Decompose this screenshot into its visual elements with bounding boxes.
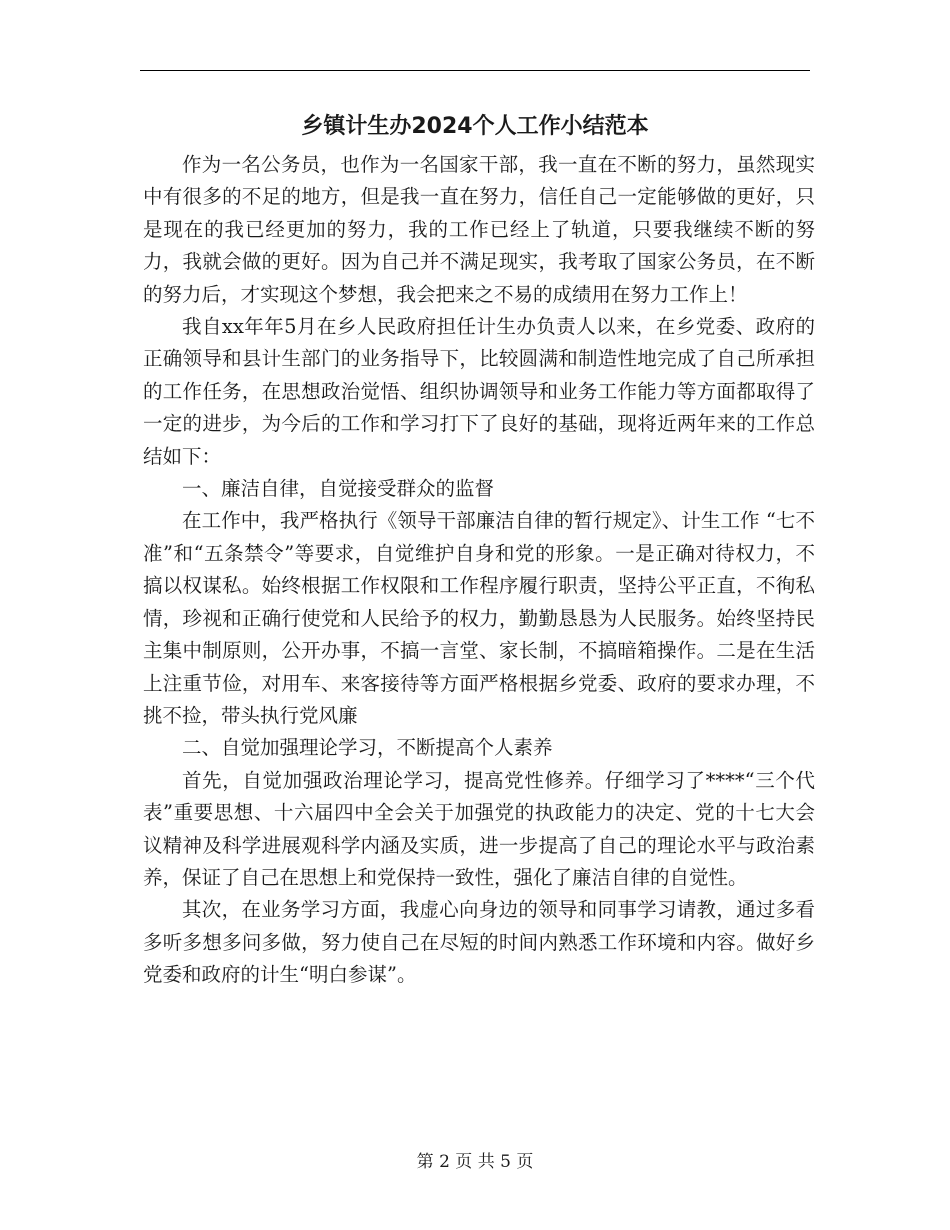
paragraph-business-study: 其次，在业务学习方面，我虚心向身边的领导和同事学习请教，通过多看多听多想多问多做，努力使自己在尽短的时间内熟悉工作环境和内容。做好乡党委和政府的计生“明白参谋”。 (143, 898, 815, 987)
section-heading-integrity: 一、廉洁自律，自觉接受群众的监督 (182, 477, 495, 501)
paragraph-integrity: 在工作中，我严格执行《领导干部廉洁自律的暂行规定》、计生工作 “七不准”和“五条禁令”等要求，自觉维护自身和党的形象。一是正确对待权力，不搞以权谋私。始终根据工作权限和工作程序履行职责，坚持公平正直，不徇私情，珍视和正确行使党和人民给予的权力，勤勤恳恳为人民服务。始终坚持民主集中制原则，公开办事，不搞一言堂、家长制，不搞暗箱操作。二是在生活上注重节俭，对用车、来客接待等方面严格根据乡党委、政府的要求办理，不挑不捡，带头执行党风廉 (143, 509, 815, 727)
document-title: 乡镇计生办2024个人工作小结范本 (301, 114, 649, 139)
paragraph-intro: 作为一名公务员，也作为一名国家干部，我一直在不断的努力，虽然现实中有很多的不足的地方，但是我一直在努力，信任自己一定能够做的更好，只是现在的我已经更加的努力，我的工作已经上了轨道，只要我继续不断的努力，我就会做的更好。因为自己并不满足现实，我考取了国家公务员，在不断的努力后，才实现这个梦想，我会把来之不易的成绩用在努力工作上！ (143, 153, 815, 306)
page-number: 第 2 页 共 5 页 (416, 1152, 534, 1172)
paragraph-background: 我自xx年年5月在乡人民政府担任计生办负责人以来，在乡党委、政府的正确领导和县计生部门的业务指导下，比较圆满和制造性地完成了自己所承担的工作任务，在思想政治觉悟、组织协调领导和业务工作能力等方面都取得了一定的进步，为今后的工作和学习打下了良好的基础，现将近两年来的工作总结如下： (143, 315, 815, 468)
header-rule (140, 70, 810, 71)
document-body (143, 149, 815, 992)
paragraph-political-study: 首先，自觉加强政治理论学习，提高党性修养。仔细学习了****“三个代表”重要思想、十六届四中全会关于加强党的执政能力的决定、党的十七大会议精神及科学进展观科学内涵及实质，进一步提高了自己的理论水平与政治素养，保证了自己在思想上和党保持一致性，强化了廉洁自律的自觉性。 (143, 768, 815, 889)
section-heading-study: 二、自觉加强理论学习，不断提高个人素养 (182, 736, 553, 760)
